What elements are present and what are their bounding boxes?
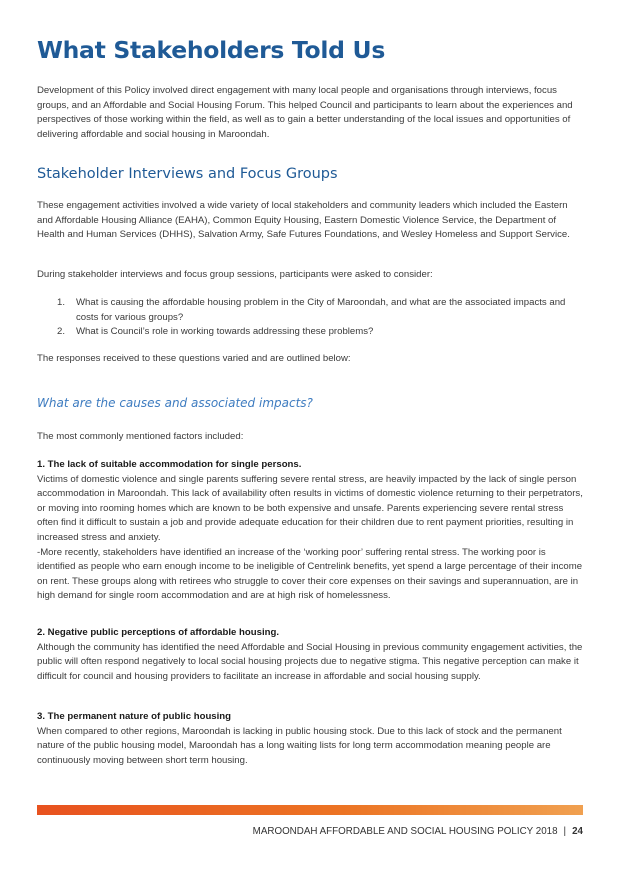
factor-2-section xyxy=(37,626,583,684)
list-item-text: What is causing the affordable housing problem in the City of Maroondah, and what are the associated impacts and costs for various groups? xyxy=(76,297,566,323)
engagement-paragraph: These engagement activities involved a wide variety of local stakeholders and community leaders which included the Eastern and Affordable Housing Alliance (EAHA), Common Equity Housing, Eastern Domestic Violence Service, the Department of Health and Human Services (DHHS), Salvation Army, Safe Futures Foundations, and Wesley Homeless and Support Service. xyxy=(37,200,570,241)
footer-accent-bar xyxy=(37,805,583,815)
subheading: What are the causes and associated impacts? xyxy=(37,396,313,410)
page-title: What Stakeholders Told Us xyxy=(37,36,386,64)
page-number: 24 xyxy=(572,826,583,837)
list-item xyxy=(37,296,583,325)
factor-3-body: When compared to other regions, Maroondah is lacking in public housing stock. Due to this lack of stock and the permanent nature of the public housing model, Maroondah has a long waiting lists for long term accommodation meaning people are continuously moving between short term housing. xyxy=(37,725,562,766)
factor-2-heading: 2. Negative public perceptions of affordable housing. xyxy=(37,627,280,638)
list-number: 2. xyxy=(57,326,66,338)
footer-separator: | xyxy=(563,826,567,837)
questions-list xyxy=(37,296,583,340)
factor-1-heading: 1. The lack of suitable accommodation for single persons. xyxy=(37,459,302,470)
footer-document-title: MAROONDAH AFFORDABLE AND SOCIAL HOUSING POLICY 2018 xyxy=(252,826,558,837)
factor-1-body-continued: -More recently, stakeholders have identified an increase of the ‘working poor’ suffering rental stress. The working poor is identified as people who earn enough income to be ineligible of Centrelink benefits, yet spend a large percentage of their income on rent. These groups along with retirees who struggle to cover their core expenses on their savings and superannuation, are in high demand for single room accommodation and are at high risk of homelessness. xyxy=(37,546,583,602)
page-footer xyxy=(253,826,583,837)
list-number: 1. xyxy=(57,297,66,308)
section-heading: Stakeholder Interviews and Focus Groups xyxy=(37,166,338,182)
factor-3-section xyxy=(37,710,583,768)
common-factors-paragraph: The most commonly mentioned factors included: xyxy=(37,431,244,442)
factor-2-body: Although the community has identified the need Affordable and Social Housing in previous community engagement activities, the public will often respond negatively to local social housing projects due to negative stigma. This negative perception can make it difficult for council and housing providers to facilitate an increase in affordable and social housing supply. xyxy=(37,641,583,682)
factor-3-heading: 3. The permanent nature of public housing xyxy=(37,711,232,722)
responses-paragraph: The responses received to these questions varied and are outlined below: xyxy=(37,353,351,364)
during-paragraph: During stakeholder interviews and focus group sessions, participants were asked to consider: xyxy=(37,269,433,280)
factor-1-body: Victims of domestic violence and single parents suffering severe rental stress, are heavily impacted by the lack of single person accommodation in Maroondah. This lack of availability often results in victims of domestic violence returning to their perpetrators, or moving into rooming homes which are known to be both expensive and unsafe. Parents experiencing severe rental stress often find it difficult to sustain a job and provide adequate education for their children due to rent payment priorities, resulting in increased stress and anxiety. xyxy=(37,473,583,543)
list-item-text: What is Council’s role in working towards addressing these problems? xyxy=(76,326,374,338)
list-item xyxy=(37,325,583,340)
factor-1-section xyxy=(37,458,583,604)
intro-paragraph: Development of this Policy involved direct engagement with many local people and organisations through interviews, focus groups, and an Affordable and Social Housing Forum. This helped Council and participants to learn about the experiences and perspectives of those working within the field, as well as to gain a better understanding of the local issues and opportunities of delivering affordable and social housing in Maroondah. xyxy=(37,85,573,140)
